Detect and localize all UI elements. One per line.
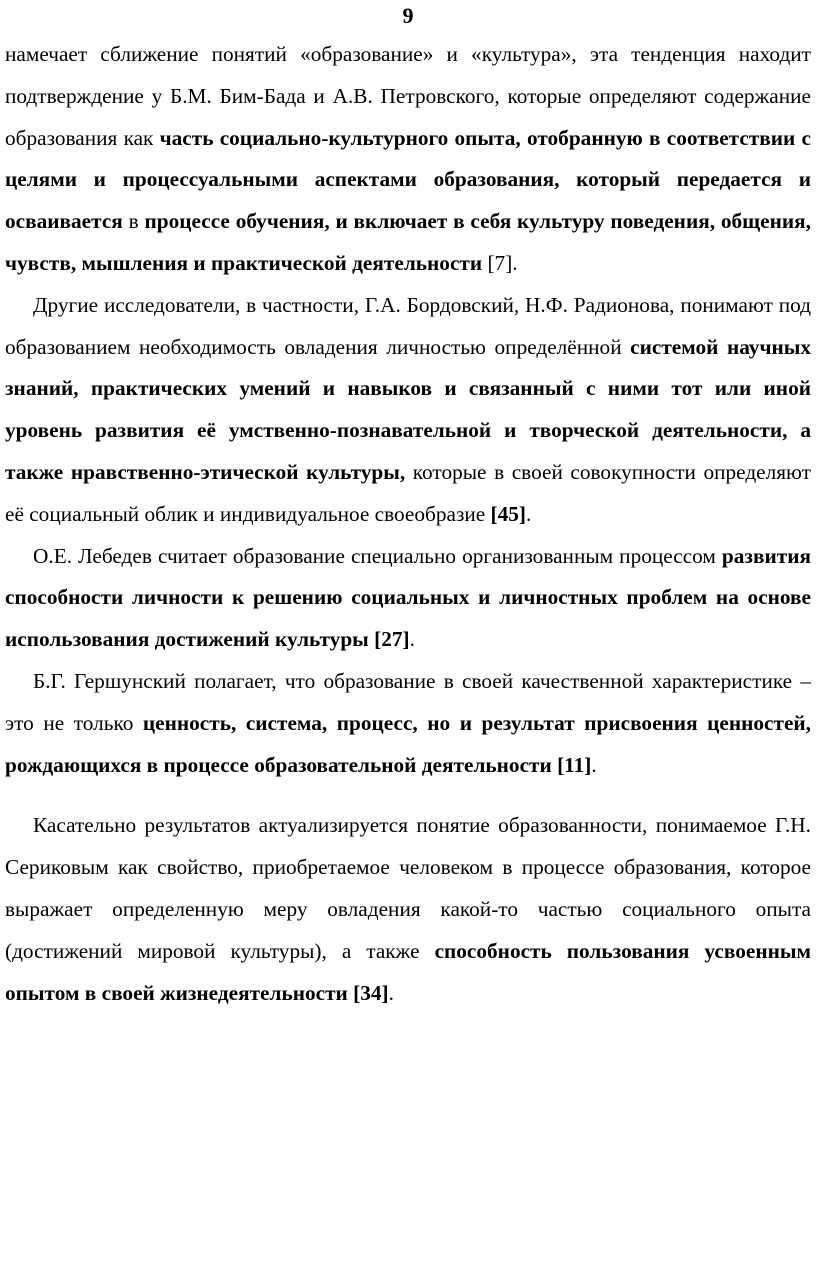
bold-text-run: системой научных знаний, практических умений и навыков и связанный с ними тот или иной уровень развития её умственно-познавательной и творческой деятельности, а также нравственно-этической культуры,	[5, 334, 812, 484]
document-body	[5, 34, 811, 1014]
text-run: .	[591, 752, 597, 777]
paragraph-serikov	[5, 805, 811, 1014]
text-run: .	[526, 501, 532, 526]
text-run: Касательно результатов актуализируется понятие образованности, понимаемое Г.Н. Сериковым как свойство, приобретаемое человеком в процессе образования, которое выражает определенную меру овладения какой-то частью социального опыта (достижений мировой культуры), а также	[5, 813, 811, 963]
citation-text: [7].	[482, 250, 518, 275]
text-run: Другие исследователи, в частности, Г.А. Бордовский, Н.Ф. Радионова, понимают под образованием необходимость овладения личностью определённой	[5, 292, 811, 359]
page-number: 9	[402, 3, 414, 28]
bold-citation: [45]	[490, 501, 527, 526]
paragraph-gershunsky	[5, 661, 811, 786]
bold-text-run: часть социально-культурного опыта, отобранную в соответствии с целями и процессуальными аспектами образования, который передается и осваивается	[5, 125, 812, 234]
text-run: .	[388, 980, 394, 1005]
text-run: .	[409, 627, 415, 652]
text-run: Б.Г. Гершунский полагает, что образование в своей качественной характеристике – это не только	[5, 668, 811, 735]
text-run: намечает сближение понятий «образование» и «культура», эта тенденция находит подтверждение у Б.М. Бим-Бада и А.В. Петровского, которые определяют содержание образования как	[5, 42, 811, 150]
paragraph-bordovsky	[5, 285, 811, 536]
paragraph-continuation	[5, 34, 811, 285]
text-run: которые в своей совокупности определяют её социальный облик и индивидуальное своеобразие	[5, 459, 811, 526]
bold-text-run: развития способности личности к решению социальных и личностных проблем на основе использования достижений культуры [27]	[5, 543, 811, 652]
bold-text-run: способность пользования усвоенным опытом в своей жизнедеятельности [34]	[5, 938, 811, 1005]
bold-text-run: процессе обучения, и включает в себя культуру поведения, общения, чувств, мышления и практической деятельности	[5, 209, 811, 275]
bold-text-run: ценность, система, процесс, но и результат присвоения ценностей, рождающихся в процессе образовательной деятельности [11]	[5, 710, 811, 777]
text-run: в	[122, 209, 145, 234]
text-run: О.Е. Лебедев считает образование специально организованным процессом	[33, 543, 722, 568]
paragraph-lebedev	[5, 536, 811, 661]
